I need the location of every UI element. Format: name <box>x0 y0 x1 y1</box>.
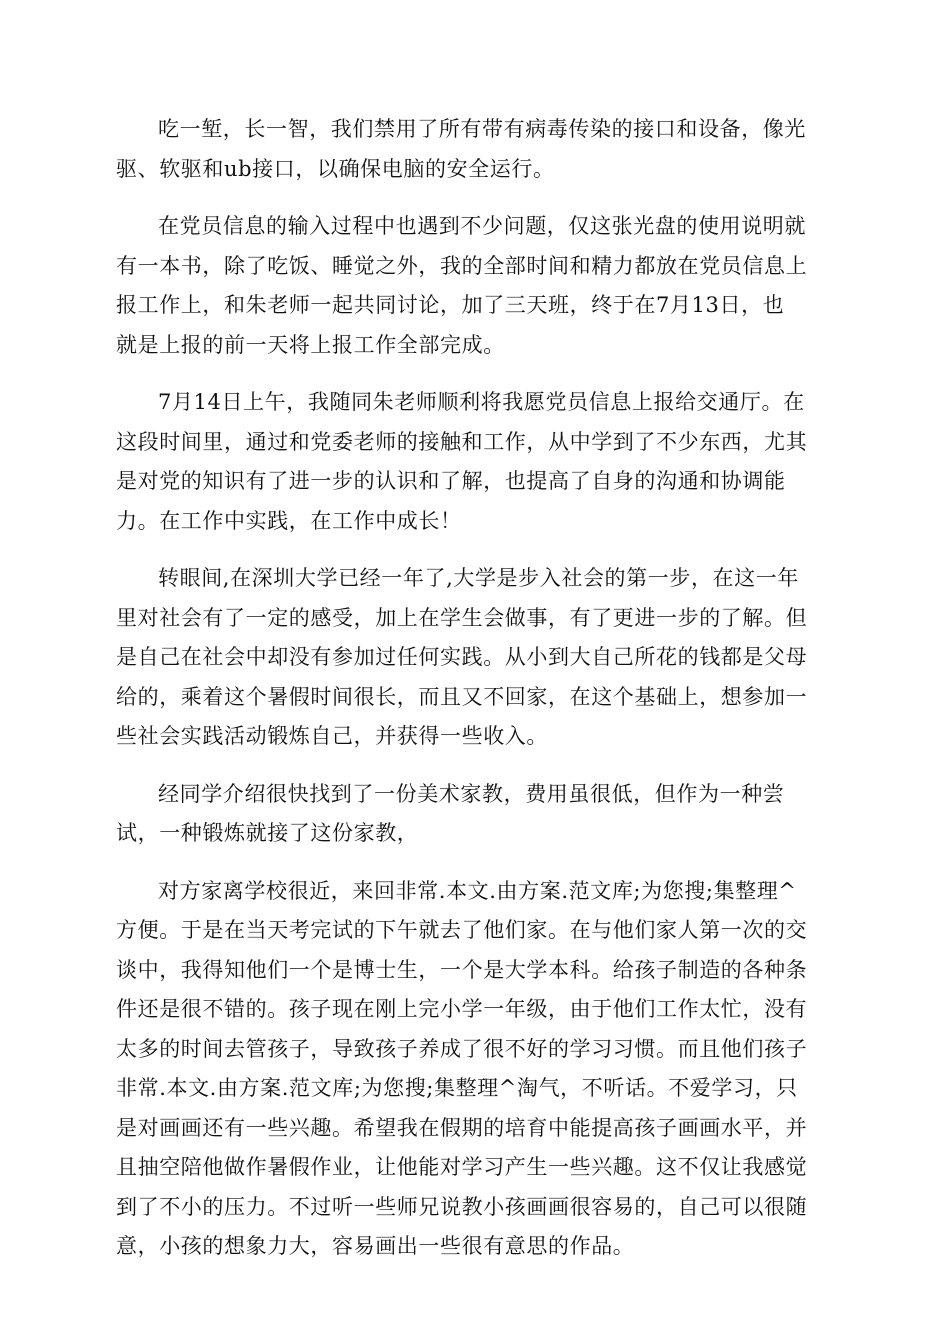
paragraph-4: 转眼间,在深圳大学已经一年了,大学是步入社会的第一步，在这一年 里对社会有了一定的感受，加上在学生会做事，有了更进一步的了解。但 是自己在社会中却没有参加过任何实践。从小到大自己所花的钱都是父母 给的，乘着这个暑假时间很长，而且又不回家，在这个基础上，想参加一 些社会实践活动锻炼自己，并获得一些收入。 <box>116 566 808 748</box>
paragraph-6: 对方家离学校很近，来回非常.本文.由方案.范文库;为您搜;集整理^ 方便。于是在当天考完试的下午就去了他们家。在与他们家人第一次的交 谈中，我得知他们一个是博士生，一个是大学本科。给孩子制造的各种条 件还是很不错的。孩子现在刚上完小学一年级，由于他们工作太忙，没有 太多的时间去管孩子，导致孩子养成了很不好的学习习惯。而且他们孩子 非常.本文.由方案.范文库;为您搜;集整理^淘气，不听话。不爱学习，只 是对画画还有一些兴趣。希望我在假期的培育中能提高孩子画画水平，并 且抽空陪他做作暑假作业，让他能对学习产生一些兴趣。这不仅让我感觉 到了不小的压力。不过听一些师兄说教小孩画画很容易的，自己可以很随 意，小孩的想象力大，容易画出一些很有意思的作品。 <box>116 878 808 1258</box>
paragraph-2: 在党员信息的输入过程中也遇到不少问题，仅这张光盘的使用说明就 有一本书，除了吃饭、睡觉之外，我的全部时间和精力都放在党员信息上 报工作上，和朱老师一起共同讨论，加了三天班，终于在7月13日，也 就是上报的前一天将上报工作全部完成。 <box>116 214 808 357</box>
paragraph-1: 吃一堑，长一智，我们禁用了所有带有病毒传染的接口和设备，像光 驱、软驱和ub接口，以确保电脑的安全运行。 <box>116 117 806 181</box>
paragraph-3: 7月14日上午，我随同朱老师顺利将我愿党员信息上报给交通厅。在 这段时间里，通过和党委老师的接触和工作，从中学到了不少东西，尤其 是对党的知识有了进一步的认识和了解，也提高了自身的沟通和协调能 力。在工作中实践，在工作中成长！ <box>116 390 808 533</box>
document-body <box>116 110 832 1285</box>
paragraph-5: 经同学介绍很快找到了一份美术家教，费用虽很低，但作为一种尝 试，一种锻炼就接了这份家教， <box>116 781 785 845</box>
